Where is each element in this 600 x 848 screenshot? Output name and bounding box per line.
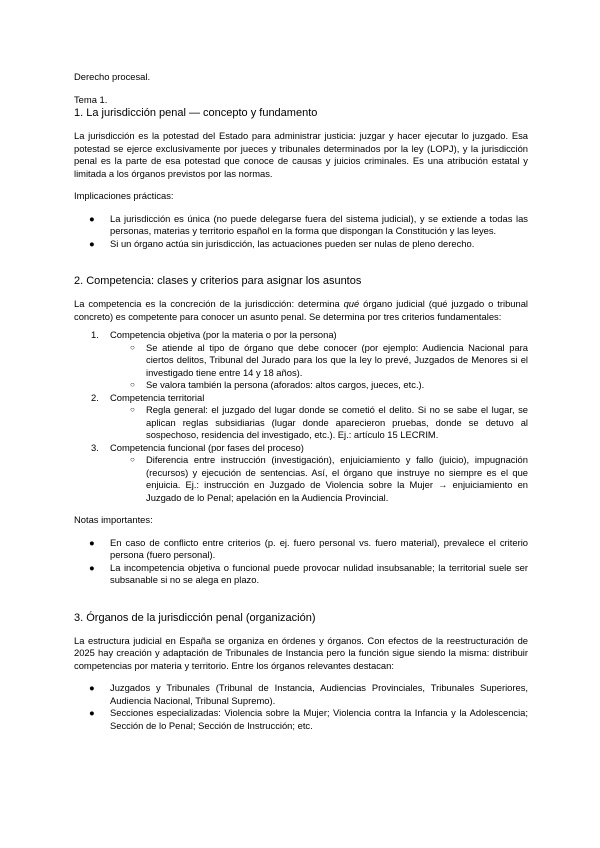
list-item [74,238,528,251]
sub-item [74,454,528,504]
bullet-text: La incompetencia objetiva o funcional puede provocar nulidad insubsanable; la territorial suele ser subsanable si no se alega en plazo. [110,561,528,585]
list-item [74,707,528,732]
numbered-item [74,442,528,455]
bullet-text: Si un órgano actúa sin jurisdicción, las actuaciones pueden ser nulas de pleno derecho. [110,237,475,249]
bullet-text: Juzgados y Tribunales (Tribunal de Instancia, Audiencias Provinciales, Tribunales Superiores, Audiencia Nacional, Tribunal Supremo). [110,682,528,706]
list-item [74,213,528,238]
bullet-text: En caso de conflicto entre criterios (p. ej. fuero personal vs. fuero material), prevalece el criterio persona (fuero personal). [110,536,528,560]
sub-item-text: Regla general: el juzgado del lugar donde se cometió el delito. Si no se sabe el lugar, se aplican reglas subsidiarias (lugar donde aparecieron pruebas, donde se detuvo al sospechoso, residencia del investigado, etc.). Ej.: artículo 15 LECRIM. [146,404,528,440]
sub-bullet-marker: ○ [130,455,135,464]
bullet-marker: ● [89,212,95,224]
sub-item [74,404,528,442]
section-1-paragraph: La jurisdicción es la potestad del Estado para administrar justicia: juzgar y hacer ejecutar lo juzgado. Esa potestad se ejerce exclusivamente por jueces y tribunales determinados por la ley (LOPJ), y la jurisdicción penal es la parte de esa potestad que conoce de causas y juicios criminales. Es una atribución estatal y limitada a los órganos previstos por las normas. [74,130,528,179]
sub-item [74,379,528,392]
sub-item-text: Diferencia entre instrucción (investigación), enjuiciamiento y fallo (juicio), impugnación (recursos) y ejecución de sentencias. Así, el órgano que instruye no siempre es el que enjuicia. Ej.: instrucción en Juzgado de Violencia sobre la Mujer → enjuiciamiento en Juzgado de lo Penal; apelación en la Audiencia Provincial. [146,454,528,503]
sub-item-text: Se atiende al tipo de órgano que debe conocer (por ejemplo: Audiencia Nacional para ciertos delitos, Tribunal del Jurado para los que la ley lo prevé, Juzgados de Menores si el investigado tiene entre 14 y 18 años). [146,341,528,378]
bullet-marker: ● [89,536,95,548]
tema-label: Tema 1. [74,93,108,105]
section-1-heading: 1. La jurisdicción penal — concepto y fundamento [74,107,318,119]
section-2-heading: 2. Competencia: clases y criterios para asignar los asuntos [74,275,362,287]
sub-item [74,342,528,380]
item-title: Competencia objetiva (por la materia o por la persona) [110,329,337,340]
list-item [74,682,528,707]
implications-title: Implicaciones prácticas: [74,190,174,201]
numbered-item [74,392,528,405]
list-item [74,562,528,587]
para-text-a: La competencia es la concreción de la jurisdicción: determina [74,298,344,309]
section-3-heading: 3. Órganos de la jurisdicción penal (organización) [74,611,316,624]
bullet-text: La jurisdicción es única (no puede delegarse fuera del sistema judicial), y se extiende a todas las personas, materias y territorio español en la forma que dispongan la Constitución y las leyes. [110,212,528,236]
para-emphasis: qué [343,298,360,309]
section-2-paragraph [74,298,528,323]
list-item [74,537,528,562]
sub-bullet-marker: ○ [130,405,135,414]
item-number: 1. [91,329,99,340]
para-text-b: órgano judicial (qué juzgado o tribunal concreto) es competente para conocer un asunto penal. Se determina por tres criterios fundamentales: [74,298,529,322]
item-title: Competencia funcional (por fases del proceso) [110,441,304,453]
bullet-marker: ● [89,561,95,573]
document-title: Derecho procesal. [74,71,151,82]
item-number: 3. [91,441,99,453]
document-page [74,71,528,732]
sub-bullet-marker: ○ [130,380,135,389]
notes-title: Notas importantes: [74,514,153,525]
item-number: 2. [91,391,99,403]
bullet-text: Secciones especializadas: Violencia sobre la Mujer; Violencia contra la Infancia y la Adolescencia; Sección de lo Penal; Sección de Instrucción; etc. [110,707,528,731]
bullet-marker: ● [89,237,95,249]
bullet-marker: ● [89,707,95,718]
sub-item-text: Se valora también la persona (aforados: altos cargos, jueces, etc.). [146,379,425,390]
sub-bullet-marker: ○ [130,342,135,352]
item-title: Competencia territorial [110,391,205,403]
bullet-marker: ● [89,682,95,693]
numbered-item [74,329,528,342]
section-3-paragraph: La estructura judicial en España se organiza en órdenes y órganos. Con efectos de la reestructuración de 2025 hay creación y adaptación de Tribunales de Instancia pero la función sigue siendo la misma: distribuir competencias por materia y territorio. Entre los órganos relevantes destacan: [74,634,528,671]
